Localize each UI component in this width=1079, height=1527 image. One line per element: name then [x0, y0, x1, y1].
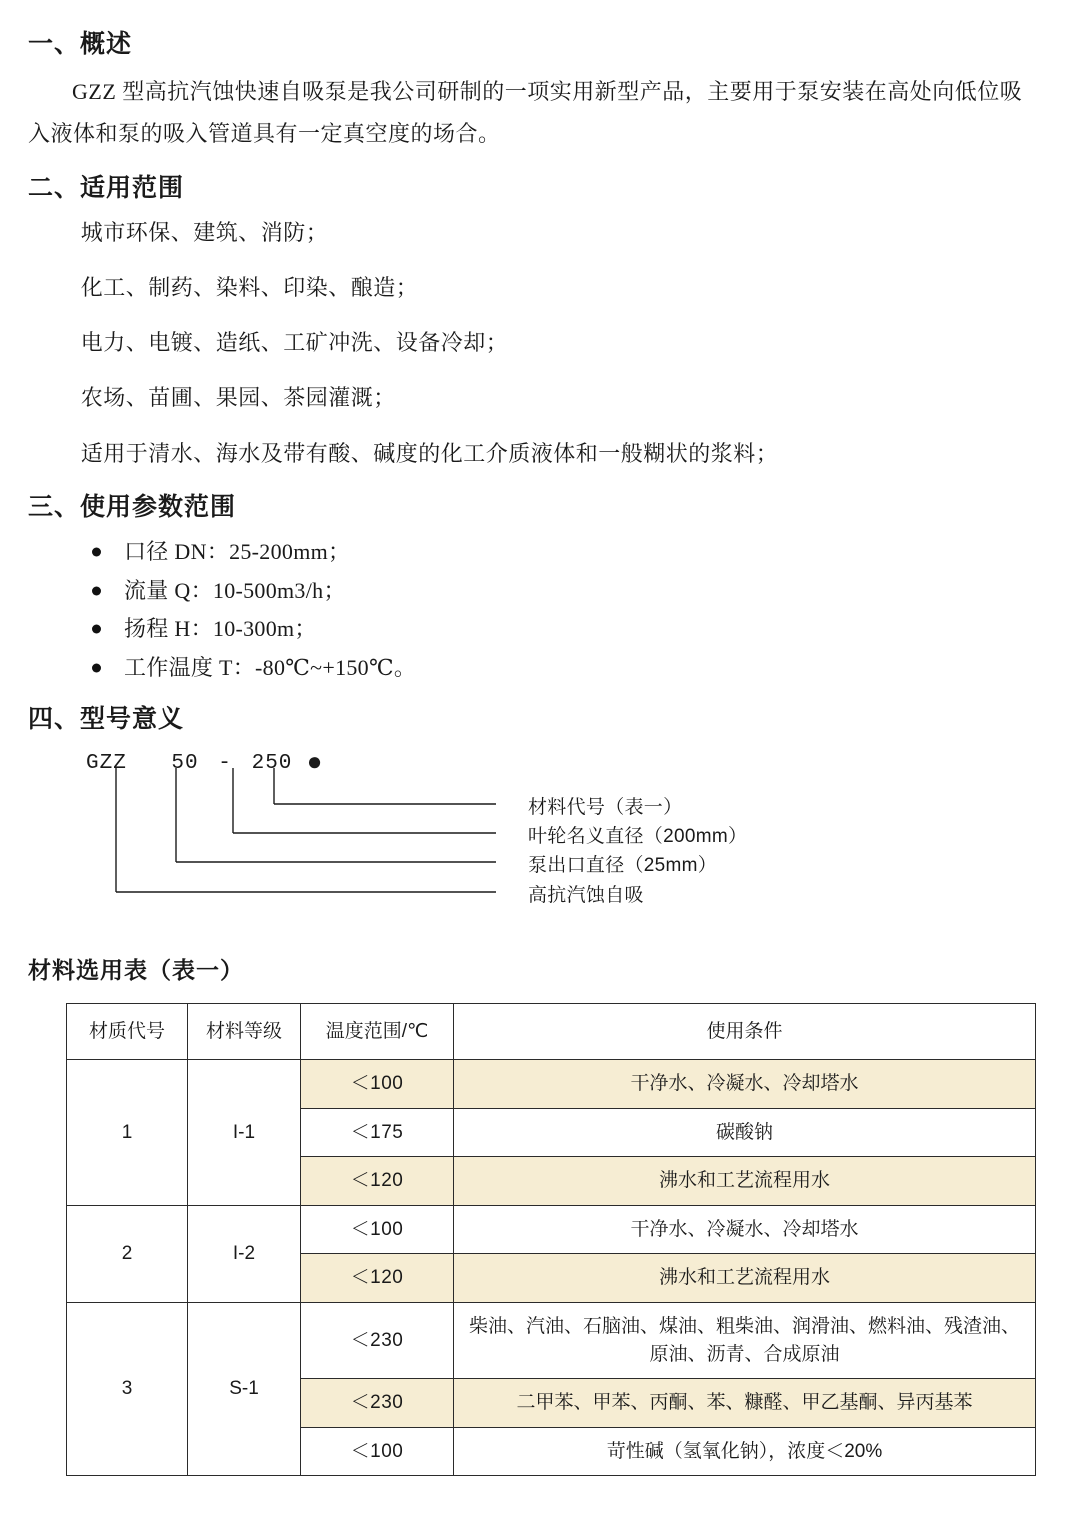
scope-line: 化工、制药、染料、印染、酿造； [80, 274, 419, 300]
scope-line: 农场、苗圃、果园、茶园灌溉； [80, 385, 396, 411]
scope-line: 电力、电镀、造纸、工矿冲洗、设备冷却； [80, 330, 509, 356]
cell-grade: S-1 [188, 1303, 301, 1476]
parameter-list [28, 533, 1039, 687]
table-row [67, 1060, 1036, 1109]
section-title-overview: 一、概述 [28, 30, 133, 58]
list-item [86, 610, 1039, 649]
cell-condition: 沸水和工艺流程用水 [454, 1254, 1036, 1303]
list-item [86, 649, 1039, 688]
table-title: 材料选用表（表一） [28, 956, 244, 983]
parameter-text: 口径 DN：25-200mm； [124, 539, 351, 565]
model-code-dash2: - [218, 751, 232, 775]
leader-label-outlet-diameter: 泵出口直径（25mm） [528, 854, 718, 876]
cell-grade: I-2 [188, 1205, 301, 1302]
column-header-grade: 材料等级 [188, 1003, 301, 1060]
bullet-icon [92, 586, 101, 595]
material-selection-table [66, 1003, 1036, 1476]
leader-label-material-code: 材料代号（表一） [528, 796, 683, 818]
column-header-code: 材质代号 [67, 1003, 188, 1060]
cell-temperature: ＜230 [301, 1379, 454, 1428]
section-title-parameters: 三、使用参数范围 [28, 492, 237, 521]
cell-code: 3 [67, 1303, 188, 1476]
parameter-text: 扬程 H：10-300m； [124, 616, 317, 642]
model-code-dot: ● [306, 747, 324, 778]
leader-label-self-priming: 高抗汽蚀自吸 [528, 884, 644, 906]
cell-temperature: ＜100 [301, 1205, 454, 1254]
bullet-icon [92, 625, 101, 634]
cell-temperature: ＜100 [301, 1427, 454, 1476]
cell-temperature: ＜230 [301, 1303, 454, 1379]
cell-temperature: ＜120 [301, 1157, 454, 1206]
leader-lines [28, 746, 548, 926]
section-title-scope: 二、适用范围 [28, 174, 185, 203]
table-row [67, 1205, 1036, 1254]
scope-line: 城市环保、建筑、消防； [80, 219, 329, 245]
cell-code: 1 [67, 1060, 188, 1206]
cell-condition: 苛性碱（氢氧化钠），浓度＜20% [454, 1427, 1036, 1476]
cell-temperature: ＜120 [301, 1254, 454, 1303]
cell-temperature: ＜175 [301, 1108, 454, 1157]
cell-code: 2 [67, 1205, 188, 1302]
column-header-temperature: 温度范围/℃ [301, 1003, 454, 1060]
cell-temperature: ＜100 [301, 1060, 454, 1109]
bullet-icon [92, 663, 101, 672]
cell-condition: 沸水和工艺流程用水 [454, 1157, 1036, 1206]
parameter-text: 工作温度 T：-80℃~+150℃。 [124, 654, 417, 680]
model-code-diagram [28, 746, 1039, 926]
model-code-prefix: GZZ [86, 751, 127, 775]
cell-condition: 二甲苯、甲苯、丙酮、苯、糠醛、甲乙基酮、异丙基苯 [454, 1379, 1036, 1428]
parameter-text: 流量 Q：10-500m3/h； [124, 577, 346, 603]
table-header-row [67, 1003, 1036, 1060]
overview-paragraph: GZZ 型高抗汽蚀快速自吸泵是我公司研制的一项实用新型产品，主要用于泵安装在高处向低位吸入液体和泵的吸入管道具有一定真空度的场合。 [28, 78, 1023, 147]
list-item [86, 572, 1039, 611]
bullet-icon [92, 548, 101, 557]
section-title-model-meaning: 四、型号意义 [28, 705, 185, 734]
column-header-conditions: 使用条件 [454, 1003, 1036, 1060]
table-row [67, 1303, 1036, 1379]
list-item [86, 533, 1039, 572]
leader-label-impeller-diameter: 叶轮名义直径（200mm） [528, 825, 748, 847]
scope-line: 适用于清水、海水及带有酸、碱度的化工介质液体和一般糊状的浆料； [80, 440, 779, 466]
cell-condition: 柴油、汽油、石脑油、煤油、粗柴油、润滑油、燃料油、残渣油、原油、沥青、合成原油 [454, 1303, 1036, 1379]
cell-condition: 碳酸钠 [454, 1108, 1036, 1157]
model-code-bore: 50 [171, 751, 199, 775]
model-code-impeller: 250 [251, 751, 293, 775]
cell-condition: 干净水、冷凝水、冷却塔水 [454, 1205, 1036, 1254]
cell-condition: 干净水、冷凝水、冷却塔水 [454, 1060, 1036, 1109]
cell-grade: I-1 [188, 1060, 301, 1206]
